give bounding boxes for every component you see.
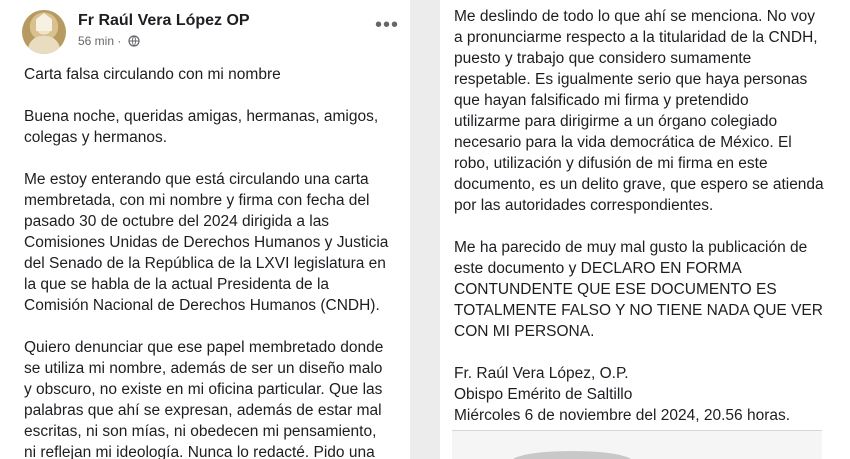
post-body-right bbox=[454, 6, 834, 426]
paragraph-gap bbox=[454, 216, 834, 237]
text-line: CONTUNDENTE QUE ESE DOCUMENTO ES bbox=[454, 281, 777, 298]
partial-image bbox=[512, 451, 632, 459]
avatar[interactable] bbox=[22, 10, 66, 54]
text-line: Obispo Emérito de Saltillo bbox=[454, 386, 633, 403]
text-line: Quiero denunciar que ese papel membretado donde bbox=[24, 339, 384, 356]
text-line: a pronunciarme respecto a la titularidad de la CNDH, bbox=[454, 29, 818, 46]
text-line: Comisiones Unidas de Derechos Humanos y Justicia bbox=[24, 234, 389, 251]
meta-separator: · bbox=[117, 34, 122, 48]
post-meta bbox=[78, 34, 140, 50]
text-line: Comisión Nacional de Derechos Humanos (CNDH). bbox=[24, 297, 380, 314]
post-time[interactable]: 56 min bbox=[78, 34, 115, 48]
post-header bbox=[22, 10, 402, 54]
paragraph-gap bbox=[24, 148, 406, 169]
text-line: TOTALMENTE FALSO Y NO TIENE NADA QUE VER bbox=[454, 302, 823, 319]
text-line: robo, utilización y difusión de mi firma en este bbox=[454, 155, 768, 172]
text-line: Carta falsa circulando con mi nombre bbox=[24, 66, 281, 83]
text-line: CON MI PERSONA. bbox=[454, 323, 595, 340]
text-line: puesto y trabajo que considero sumamente bbox=[454, 50, 752, 67]
text-line: necesario para la vida democrática de México. El bbox=[454, 134, 792, 151]
text-line: por las autoridades correspondientes. bbox=[454, 197, 714, 214]
text-line: Fr. Raúl Vera López, O.P. bbox=[454, 365, 629, 382]
text-line: del Senado de la República de la LXVI legislatura en bbox=[24, 255, 386, 272]
text-line: colegas y hermanos. bbox=[24, 129, 168, 146]
text-line: Me estoy enterando que está circulando una carta bbox=[24, 171, 369, 188]
paragraph-gap bbox=[24, 85, 406, 106]
next-post-edge bbox=[452, 430, 822, 459]
text-line: Me ha parecido de muy mal gusto la publicación de bbox=[454, 239, 808, 256]
paragraph-gap bbox=[24, 316, 406, 337]
text-line: este documento y DECLARO EN FORMA bbox=[454, 260, 742, 277]
text-line: y obscuro, no existe en mi oficina particular. Que las bbox=[24, 381, 383, 398]
more-options-icon[interactable]: ••• bbox=[375, 14, 400, 36]
text-line: documento, es un delito grave, que espero se atienda bbox=[454, 176, 824, 193]
text-line: respetable. Es igualmente serio que haya personas bbox=[454, 71, 808, 88]
text-line: Me deslindo de todo lo que ahí se menciona. No voy bbox=[454, 8, 816, 25]
text-line: membretada, con mi nombre y firma con fecha del bbox=[24, 192, 370, 209]
text-line: Miércoles 6 de noviembre del 2024, 20.56 horas. bbox=[454, 407, 791, 424]
text-line: la que se habla de la actual Presidenta de la bbox=[24, 276, 330, 293]
left-post-panel bbox=[0, 0, 410, 459]
text-line: ni reflejan mi ideología. Nunca lo redacté. Pido una bbox=[24, 444, 375, 459]
text-line: palabras que ahí se expresan, además de estar mal bbox=[24, 402, 382, 419]
author-name[interactable]: Fr Raúl Vera López OP bbox=[78, 12, 250, 29]
text-line: utilizarme para dirigirme a un órgano colegiado bbox=[454, 113, 778, 130]
paragraph-gap bbox=[454, 342, 834, 363]
text-line: pasado 30 de octubre del 2024 dirigida a las bbox=[24, 213, 330, 230]
text-line: que hayan falsificado mi firma y pretendido bbox=[454, 92, 749, 109]
post-body-left bbox=[24, 64, 406, 459]
right-post-panel bbox=[440, 0, 850, 459]
globe-icon bbox=[128, 35, 140, 50]
text-line: Buena noche, queridas amigas, hermanas, amigos, bbox=[24, 108, 379, 125]
text-line: se utiliza mi nombre, además de ser un diseño malo bbox=[24, 360, 383, 377]
text-line: escritas, ni son mías, ni obedecen mi pensamiento, bbox=[24, 423, 377, 440]
